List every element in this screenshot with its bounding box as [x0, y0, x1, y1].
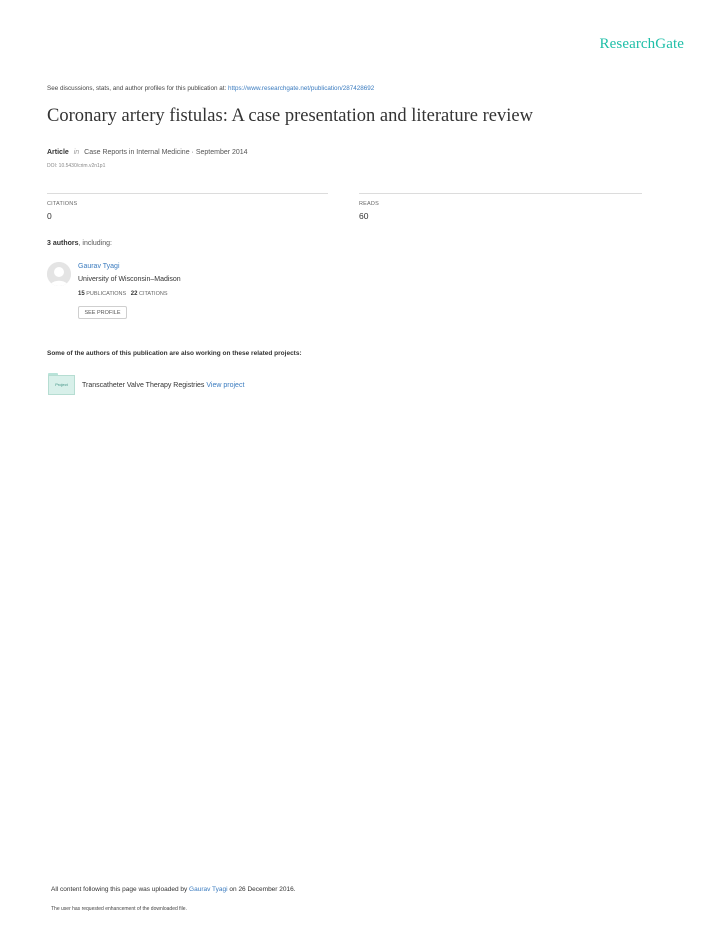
- publication-url-link[interactable]: https://www.researchgate.net/publication/287428692: [227, 85, 375, 92]
- upload-suffix: on 26 December 2016.: [229, 886, 296, 893]
- upload-note: [51, 886, 296, 893]
- publication-type: Article: [47, 149, 69, 156]
- citations-value: 0: [47, 211, 52, 221]
- publication-meta: [47, 149, 248, 156]
- reads-label: READS: [359, 201, 379, 207]
- in-word: in: [73, 149, 80, 156]
- author-publications-count: 15: [78, 291, 85, 297]
- view-project-link[interactable]: View project: [206, 382, 245, 389]
- authors-including: , including:: [78, 240, 112, 247]
- user-silhouette-icon: [47, 262, 71, 286]
- discussion-prefix: See discussions, stats, and author profiles for this publication at:: [47, 85, 227, 92]
- citations-divider: [47, 193, 328, 194]
- project-name: Transcatheter Valve Therapy Registries: [82, 382, 205, 389]
- request-note: The user has requested enhancement of the downloaded file.: [51, 906, 187, 912]
- author-institution: University of Wisconsin–Madison: [78, 276, 181, 283]
- project-item: [82, 382, 244, 389]
- author-name-link[interactable]: Gaurav Tyagi: [78, 263, 120, 270]
- related-projects-heading: Some of the authors of this publication are also working on these related projects:: [47, 350, 302, 357]
- researchgate-logo[interactable]: ResearchGate: [599, 36, 684, 52]
- upload-prefix: All content following this page was uploaded by: [51, 886, 188, 893]
- reads-value: 60: [359, 211, 369, 221]
- journal-date: Case Reports in Internal Medicine · September 2014: [84, 149, 248, 156]
- author-stats: [78, 291, 168, 297]
- discussion-line: [47, 85, 374, 92]
- author-citations-label: CITATIONS: [138, 291, 168, 297]
- project-folder-icon[interactable]: [48, 373, 75, 395]
- authors-count: 3 authors: [47, 240, 79, 247]
- reads-divider: [359, 193, 642, 194]
- avatar[interactable]: [47, 262, 71, 286]
- author-citations-count: 22: [130, 291, 138, 297]
- see-profile-button[interactable]: SEE PROFILE: [78, 306, 127, 319]
- author-publications-label: PUBLICATIONS: [86, 291, 127, 297]
- citations-label: CITATIONS: [47, 201, 78, 207]
- authors-summary: [47, 240, 112, 247]
- project-icon-label: Project: [55, 382, 68, 387]
- uploader-link[interactable]: Gaurav Tyagi: [189, 886, 228, 893]
- doi: DOI: 10.5430/crim.v2n1p1: [47, 163, 106, 169]
- publication-title: Coronary artery fistulas: A case presentation and literature review: [47, 106, 533, 126]
